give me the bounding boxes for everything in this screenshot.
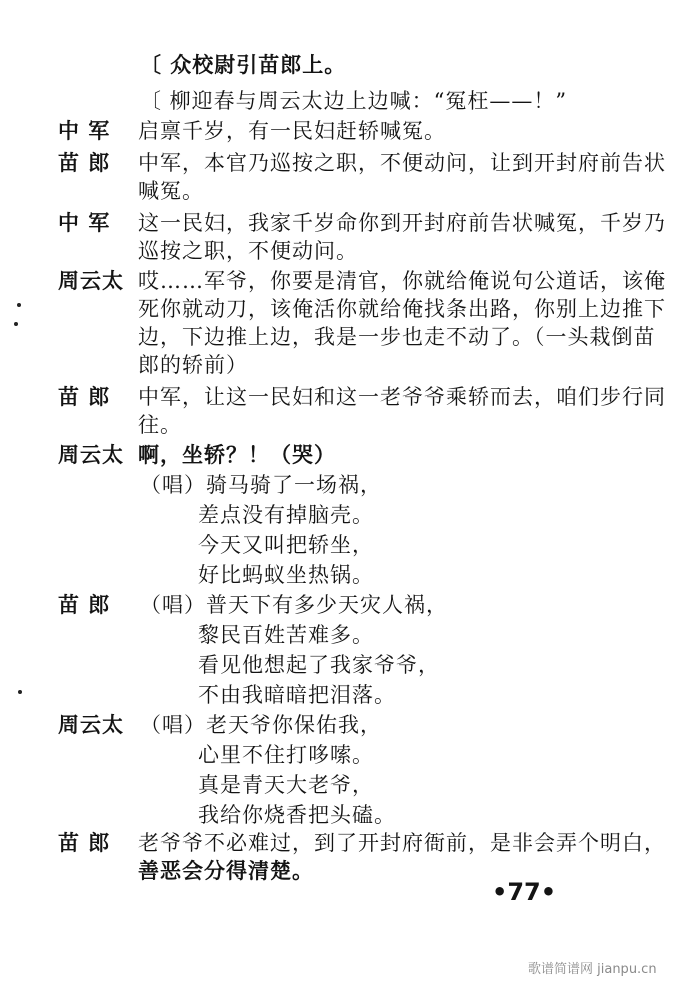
dialogue-line: 老爷爷不必难过，到了开封府衙前，是非会弄个明白， [138,831,666,855]
song-line: 心里不住打哆嗦。 [198,743,374,767]
dialogue-line: 郎的轿前） [138,353,248,377]
dialogue-line: 中军，让这一民妇和这一老爷爷乘轿而去，咱们步行同 [138,385,666,409]
dialogue-line: 善恶会分得清楚。 [138,858,314,883]
margin-speck [18,690,22,694]
speaker-zhouyuntai: 周云太 [58,268,124,293]
margin-speck [17,303,21,307]
song-line: 差点没有掉脑壳。 [198,503,374,527]
margin-speck [14,322,18,326]
song-line: 看见他想起了我家爷爷， [198,653,440,677]
song-line: 我给你烧香把头磕。 [198,803,396,827]
song-line: （唱）骑马骑了一场祸， [140,473,382,497]
dialogue-line: 死你就动刀，该俺活你就给俺找条出路，你别上边推下 [138,297,666,321]
speaker-miaolang: 苗 郎 [58,150,111,175]
dialogue-line: 往。 [138,413,182,437]
song-line: （唱）老天爷你保佑我， [140,713,382,737]
stage-direction-1: 〔 众校尉引苗郎上。 [140,52,347,77]
speaker-zhongjun: 中 军 [58,118,111,143]
speaker-zhongjun: 中 军 [58,210,111,235]
speaker-miaolang: 苗 郎 [58,830,111,855]
stage-direction-2: 〔 柳迎春与周云太边上边喊：“冤枉——！” [140,89,568,113]
watermark: 歌谱简谱网 jianpu.cn [528,962,657,977]
dialogue-line: 启禀千岁，有一民妇赶轿喊冤。 [138,119,446,143]
song-line: 今天又叫把轿坐， [198,533,374,557]
dialogue-line: 喊冤。 [138,179,204,203]
song-line: 真是青天大老爷， [198,773,374,797]
dialogue-line: 边，下边推上边，我是一步也走不动了。（一头栽倒苗 [138,325,656,349]
dialogue-line: 哎……军爷，你要是清官，你就给俺说句公道话，该俺 [138,269,666,293]
dialogue-line: 巡按之职，不便动问。 [138,239,358,263]
page-number: •77• [492,878,557,906]
dialogue-line: 这一民妇，我家千岁命你到开封府前告状喊冤，千岁乃 [138,211,666,235]
speaker-zhouyuntai: 周云太 [58,712,124,737]
song-line: 不由我暗暗把泪落。 [198,683,396,707]
dialogue-line: 中军，本官乃巡按之职，不便动问，让到开封府前告状 [138,151,666,175]
dialogue-line: 啊，坐轿？！（哭） [138,442,336,467]
speaker-zhouyuntai: 周云太 [58,442,124,467]
song-line: 黎民百姓苦难多。 [198,623,374,647]
speaker-miaolang: 苗 郎 [58,384,111,409]
song-line: （唱）普天下有多少天灾人祸， [140,593,448,617]
song-line: 好比蚂蚁坐热锅。 [198,563,374,587]
speaker-miaolang: 苗 郎 [58,592,111,617]
